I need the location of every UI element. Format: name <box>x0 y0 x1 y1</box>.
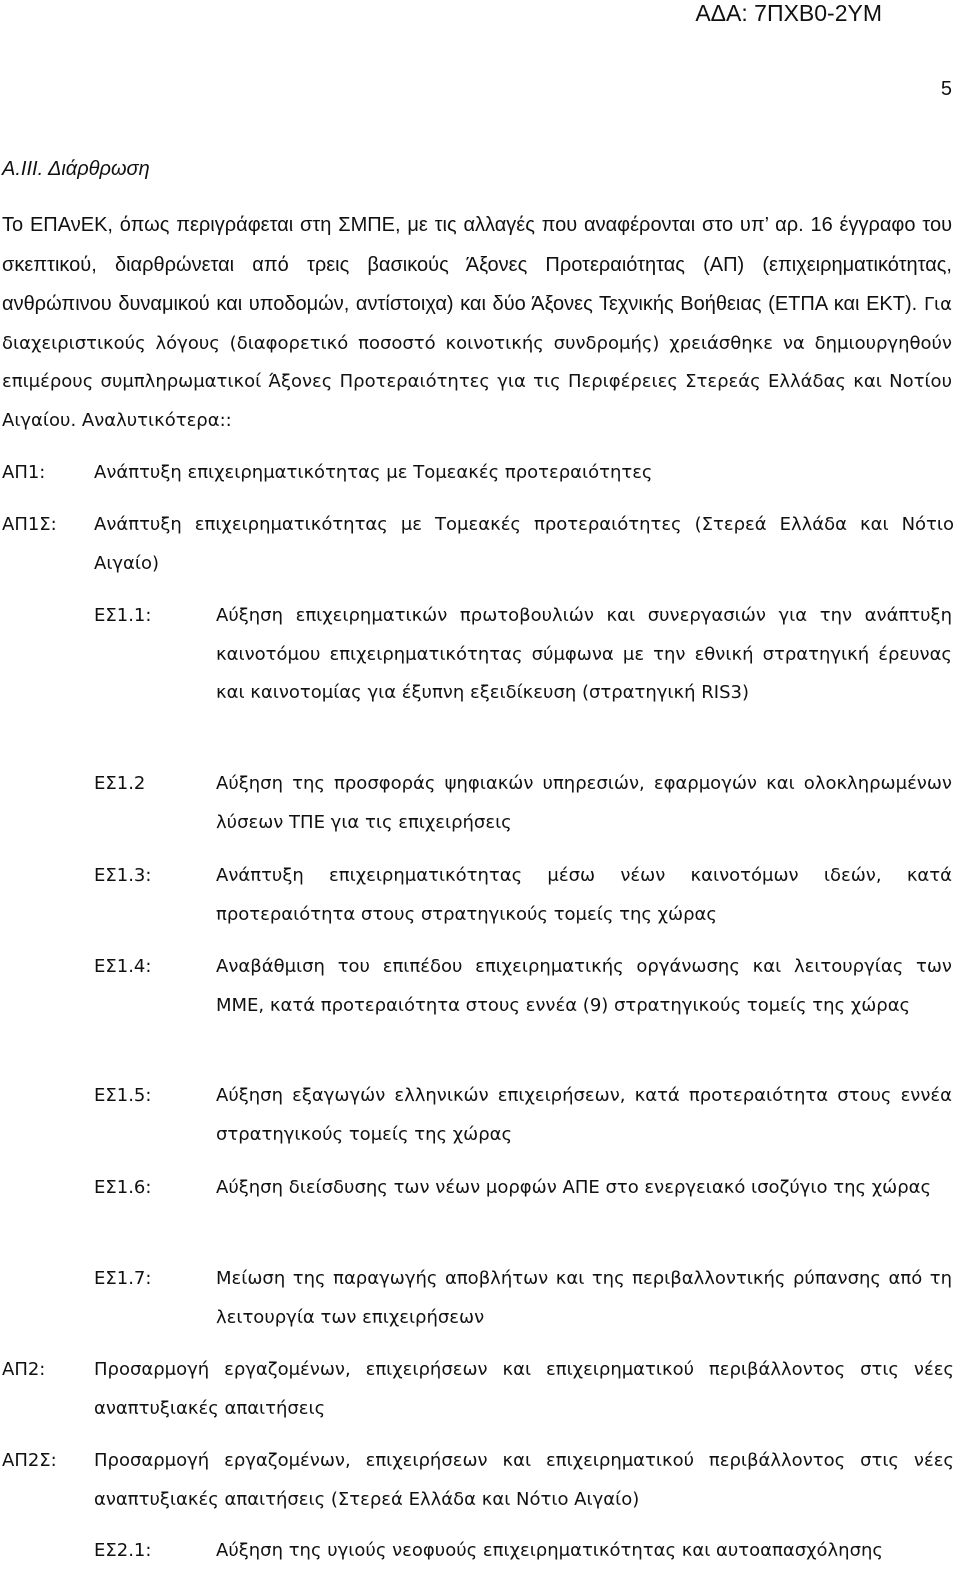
objective-text: Αναβάθμιση του επιπέδου επιχειρηματικής οργάνωσης και λειτουργίας των ΜΜΕ, κατά προτεραιότητα στους εννέα (9) στρατηγικούς τομείς της χώρας <box>216 956 952 1016</box>
ada-code: ΑΔΑ: 7ΠΧΒ0-2ΥΜ <box>695 0 882 26</box>
axis-text: Ανάπτυξη επιχειρηματικότητας με Τομεακές προτεραιότητες (Στερεά Ελλάδα και Νότιο Αιγαίο) <box>94 514 954 574</box>
axis-text: Προσαρμογή εργαζομένων, επιχειρήσεων και επιχειρηματικού περιβάλλοντος στις νέες αναπτυξιακές απαιτήσεις (Στερεά Ελλάδα και Νότιο Αιγαίο) <box>94 1450 954 1510</box>
objective-code: ΕΣ1.3: <box>94 865 152 886</box>
objective-code: ΕΣ1.7: <box>94 1268 152 1289</box>
objective-code: ΕΣ1.6: <box>94 1177 152 1198</box>
objective-code: ΕΣ1.2 <box>94 773 146 794</box>
objective-text: Αύξηση διείσδυσης των νέων μορφών ΑΠΕ στο ενεργειακό ισοζύγιο της χώρας <box>216 1177 932 1198</box>
intro-paragraph <box>2 206 952 440</box>
axis-code: ΑΠ1Σ: <box>2 514 57 535</box>
axis-text: Ανάπτυξη επιχειρηματικότητας με Τομεακές προτεραιότητες <box>94 462 653 483</box>
objective-code: ΕΣ1.4: <box>94 956 152 977</box>
intro-text-part2: Για διαχειριστικούς λόγους (διαφορετικό ποσοστό κοινοτικής συνδρομής) χρειάσθηκε να δημιουργηθούν επιμέρους συμπληρωματικοί Άξονες Προτεραιότητες για τις Περιφέρειες Στερεάς Ελλάδας και Νοτίου Αιγαίου. Αναλυτικότερα:: <box>2 294 952 431</box>
objective-code: ΕΣ1.5: <box>94 1085 152 1106</box>
objective-text: Αύξηση της υγιούς νεοφυούς επιχειρηματικότητας και αυτοαπασχόλησης <box>216 1540 883 1561</box>
objective-code: ΕΣ2.1: <box>94 1540 152 1561</box>
objective-code: ΕΣ1.1: <box>94 605 152 626</box>
section-title: Α.ΙΙΙ. Διάρθρωση <box>2 158 150 180</box>
objective-text: Ανάπτυξη επιχειρηματικότητας μέσω νέων καινοτόμων ιδεών, κατά προτεραιότητα στους στρατηγικούς τομείς της χώρας <box>216 865 952 925</box>
axis-text: Προσαρμογή εργαζομένων, επιχειρήσεων και επιχειρηματικού περιβάλλοντος στις νέες αναπτυξιακές απαιτήσεις <box>94 1359 954 1419</box>
intro-text-part1: Το ΕΠΑνΕΚ, όπως περιγράφεται στη ΣΜΠΕ, με τις αλλαγές που αναφέρονται στο υπ’ αρ. 16 έγγραφο του σκεπτικού, διαρθρώνεται από τρεις βασικούς Άξονες Προτεραιότητας (ΑΠ) (επιχειρηματικότητας, ανθρώπινου δυναμικού και υποδομών, αντίστοιχα) και δύο Άξονες Τεχνικής Βοήθειας (ΕΤΠΑ και ΕΚΤ). <box>2 214 952 315</box>
axis-code: ΑΠ2: <box>2 1359 46 1380</box>
page-number: 5 <box>940 78 952 100</box>
objective-text: Μείωση της παραγωγής αποβλήτων και της περιβαλλοντικής ρύπανσης από τη λειτουργία των επιχειρήσεων <box>216 1268 952 1328</box>
objective-text: Αύξηση εξαγωγών ελληνικών επιχειρήσεων, κατά προτεραιότητα στους εννέα στρατηγικούς τομείς της χώρας <box>216 1085 952 1145</box>
axis-code: ΑΠ1: <box>2 462 46 483</box>
axis-code: ΑΠ2Σ: <box>2 1450 57 1471</box>
objective-text: Αύξηση της προσφοράς ψηφιακών υπηρεσιών, εφαρμογών και ολοκληρωμένων λύσεων ΤΠΕ για τις επιχειρήσεις <box>216 773 952 833</box>
objective-text: Αύξηση επιχειρηματικών πρωτοβουλιών και συνεργασιών για την ανάπτυξη καινοτόμου επιχειρηματικότητας σύμφωνα με την εθνική στρατηγική έρευνας και καινοτομίας για έξυπνη εξειδίκευση (στρατηγική RIS3) <box>216 605 952 703</box>
